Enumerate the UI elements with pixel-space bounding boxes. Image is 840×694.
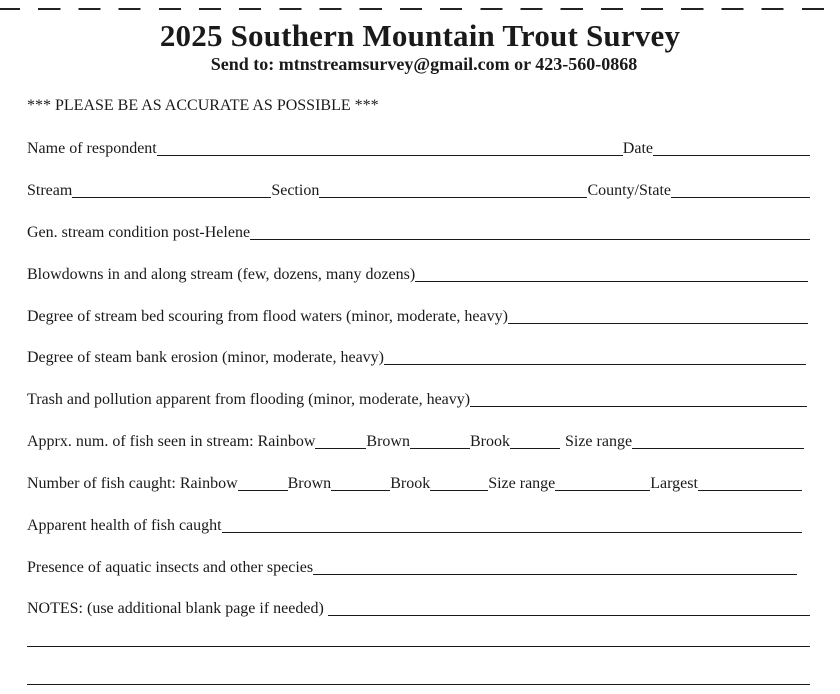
respondent-field[interactable] [157, 140, 623, 156]
caught-rainbow-field[interactable] [238, 475, 288, 491]
notes-line-2[interactable] [27, 646, 810, 647]
accuracy-notice: *** PLEASE BE AS ACCURATE AS POSSIBLE *** [27, 97, 379, 114]
erosion-field[interactable] [384, 349, 806, 365]
notes-field[interactable] [328, 600, 810, 616]
stream-field[interactable] [72, 182, 271, 198]
seen-rainbow-field[interactable] [315, 433, 366, 449]
cut-line [0, 8, 840, 10]
caught-brown-label: Brown [287, 475, 332, 492]
caught-brook-field[interactable] [430, 475, 488, 491]
trash-row [27, 387, 807, 409]
stream-label: Stream [27, 182, 73, 199]
caught-size-label: Size range [488, 475, 556, 492]
county-state-label: County/State [587, 182, 671, 199]
notes-row [27, 596, 810, 618]
page-title: 2025 Southern Mountain Trout Survey [159, 18, 681, 53]
date-field[interactable] [653, 140, 810, 156]
condition-field[interactable] [250, 224, 810, 240]
scouring-row [27, 304, 808, 326]
respondent-label: Name of respondent [27, 140, 157, 157]
seen-brown-field[interactable] [410, 433, 470, 449]
blowdowns-field[interactable] [415, 266, 808, 282]
erosion-row [27, 345, 806, 367]
seen-brook-field[interactable] [510, 433, 560, 449]
trash-label: Trash and pollution apparent from flooding (minor, moderate, heavy) [27, 391, 471, 408]
seen-rainbow-label: Apprx. num. of fish seen in stream: Rainbow [27, 433, 316, 450]
contact-info: Send to: mtnstreamsurvey@gmail.com or 423-560-0868 [210, 54, 638, 74]
caught-size-field[interactable] [555, 475, 650, 491]
section-field[interactable] [319, 182, 587, 198]
caught-brook-label: Brook [390, 475, 431, 492]
fish-seen-row [27, 429, 804, 451]
location-row [27, 178, 810, 200]
caught-brown-field[interactable] [331, 475, 390, 491]
health-field[interactable] [222, 517, 802, 533]
seen-size-label: Size range [564, 433, 633, 450]
blowdowns-row [27, 262, 808, 284]
scouring-label: Degree of stream bed scouring from flood waters (minor, moderate, heavy) [27, 308, 508, 325]
county-state-field[interactable] [671, 182, 810, 198]
condition-row [27, 220, 810, 242]
insects-label: Presence of aquatic insects and other species [27, 559, 314, 576]
blowdowns-label: Blowdowns in and along stream (few, dozens, many dozens) [27, 266, 416, 283]
erosion-label: Degree of steam bank erosion (minor, moderate, heavy) [27, 349, 384, 366]
health-label: Apparent health of fish caught [27, 517, 222, 534]
fish-caught-row [27, 471, 802, 493]
seen-brown-label: Brown [366, 433, 410, 450]
health-row [27, 513, 802, 535]
section-label: Section [271, 182, 320, 199]
trash-field[interactable] [470, 391, 807, 407]
condition-label: Gen. stream condition post-Helene [27, 224, 251, 241]
notes-line-3[interactable] [27, 684, 810, 685]
caught-largest-label: Largest [650, 475, 698, 492]
seen-size-field[interactable] [632, 433, 804, 449]
notes-label: NOTES: (use additional blank page if needed) [27, 600, 324, 617]
caught-rainbow-label: Number of fish caught: Rainbow [27, 475, 238, 492]
scouring-field[interactable] [508, 308, 808, 324]
date-label: Date [622, 140, 653, 157]
caught-largest-field[interactable] [698, 475, 802, 491]
insects-field[interactable] [313, 559, 797, 575]
respondent-row [27, 136, 810, 158]
seen-brook-label: Brook [469, 433, 510, 450]
insects-row [27, 555, 797, 577]
